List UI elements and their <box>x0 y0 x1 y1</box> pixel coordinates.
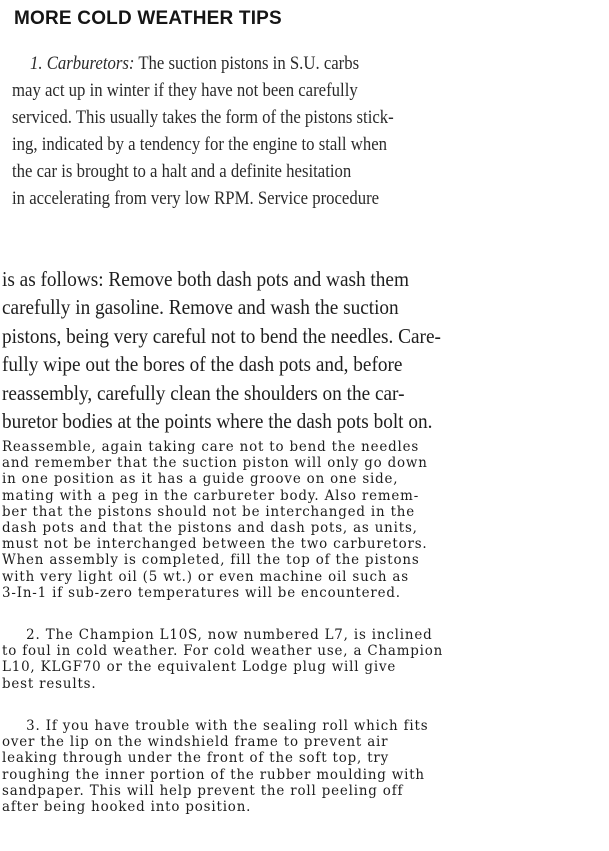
paragraph-line: ing, indicated by a tendency for the engine to stall when <box>12 134 388 155</box>
paragraph-line-text: The suction pistons in S.U. carbs <box>134 53 360 74</box>
paragraph-line: roughing the inner portion of the rubber moulding with <box>2 766 425 783</box>
paragraph-1-procedure <box>2 265 542 435</box>
paragraph-line: in one position as it has a guide groove on one side, <box>2 471 399 488</box>
paragraph-line: with very light oil (5 wt.) or even machine oil such as <box>2 568 409 585</box>
paragraph-line: mating with a peg in the carbureter body. Also remem- <box>2 487 420 504</box>
paragraph-3-sealing-roll <box>2 718 560 815</box>
paragraph-line: the car is brought to a halt and a definite hesitation <box>12 161 352 182</box>
paragraph-1-intro <box>12 50 435 212</box>
paragraph-line: fully wipe out the bores of the dash pots and, before <box>2 352 403 377</box>
paragraph-line: after being hooked into position. <box>2 799 252 816</box>
paragraph-line: 2. The Champion L10S, now numbered L7, is inclined <box>26 627 433 643</box>
paragraph-line: buretor bodies at the points where the dash pots bolt on. <box>2 409 433 434</box>
paragraph-line: is as follows: Remove both dash pots and wash them <box>2 267 409 291</box>
paragraph-line: 3. If you have trouble with the sealing roll which fits <box>26 718 429 734</box>
paragraph-line: may act up in winter if they have not been carefully <box>12 80 358 101</box>
paragraph-line: reassembly, carefully clean the shoulders on the car- <box>2 380 405 405</box>
paragraph-line: Reassemble, again taking care not to bend the needles <box>2 439 420 455</box>
paragraph-line: to foul in cold weather. For cold weather use, a Champion <box>2 643 444 660</box>
paragraph-line: leaking through under the front of the soft top, try <box>2 750 390 767</box>
paragraph-line: in accelerating from very low RPM. Service procedure <box>12 188 380 209</box>
paragraph-line: L10, KLGF70 or the equivalent Lodge plug will give <box>2 659 397 676</box>
paragraph-line: pistons, being very careful not to bend the needles. Care- <box>2 323 441 348</box>
paragraph-line: over the lip on the windshield frame to prevent air <box>2 734 389 751</box>
paragraph-1-reassembly <box>2 439 560 601</box>
paragraph-line: When assembly is completed, fill the top of the pistons <box>2 552 420 569</box>
section-heading: MORE COLD WEATHER TIPS <box>14 8 282 29</box>
paragraph-line: 3-In-1 if sub-zero temperatures will be encountered. <box>2 584 401 601</box>
paragraph-line <box>12 50 435 77</box>
carburetors-label: 1. Carburetors: <box>30 53 135 74</box>
paragraph-line: and remember that the suction piston will only go down <box>2 455 428 472</box>
paragraph-line: serviced. This usually takes the form of the pistons stick- <box>12 107 394 128</box>
paragraph-line: ber that the pistons should not be interchanged in the <box>2 503 416 520</box>
paragraph-2-spark-plugs <box>2 627 560 692</box>
paragraph-line: carefully in gasoline. Remove and wash the suction <box>2 295 399 320</box>
paragraph-line: dash pots and that the pistons and dash pots, as units, <box>2 520 418 537</box>
paragraph-line: sandpaper. This will help prevent the roll peeling off <box>2 782 404 799</box>
paragraph-line: must not be interchanged between the two carburetors. <box>2 536 428 553</box>
paragraph-line: best results. <box>2 675 97 692</box>
